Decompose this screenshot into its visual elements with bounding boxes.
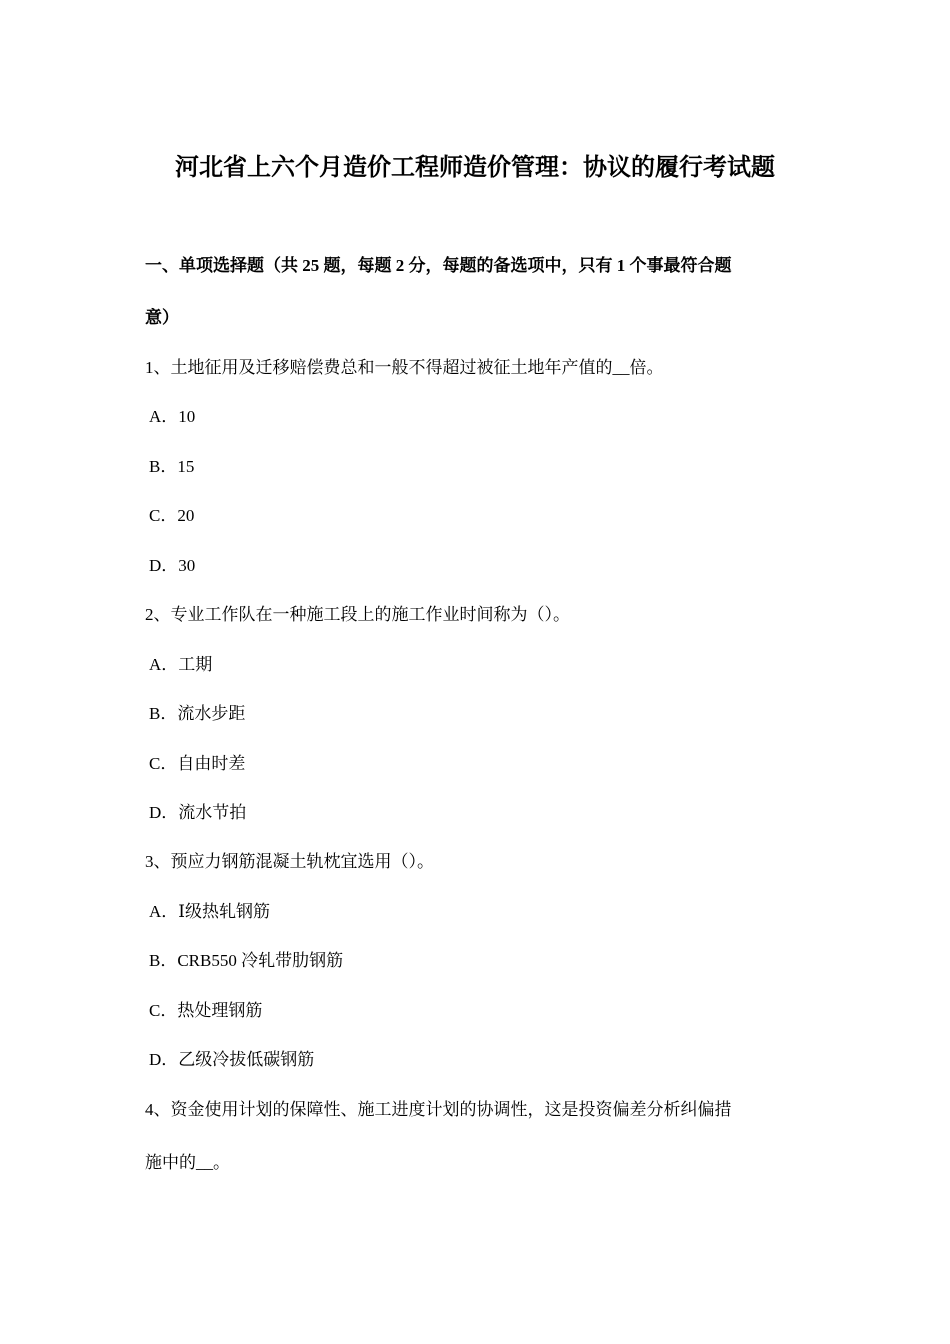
section-heading-line-2: 意）	[145, 308, 179, 327]
question-1-option-a: A．10	[149, 407, 196, 426]
question-1-option-d: D．30	[149, 556, 196, 575]
question-1-stem: 1、土地征用及迁移赔偿费总和一般不得超过被征土地年产值的__倍。	[145, 358, 664, 377]
section-heading-line-1: 一、单项选择题（共 25 题，每题 2 分，每题的备选项中，只有 1 个事最符合题	[145, 256, 732, 275]
question-4-stem-line-2: 施中的__。	[145, 1153, 230, 1172]
question-1-option-b: B．15	[149, 457, 195, 476]
question-4-stem-line-1: 4、资金使用计划的保障性、施工进度计划的协调性，这是投资偏差分析纠偏措	[145, 1100, 732, 1119]
question-2-option-c: C．自由时差	[149, 754, 246, 773]
question-1-option-c: C．20	[149, 506, 195, 525]
question-3-option-b: B．CRB550 冷轧带肋钢筋	[149, 951, 344, 970]
question-3-option-a: A．Ⅰ级热轧钢筋	[149, 902, 270, 921]
question-3-option-c: C．热处理钢筋	[149, 1001, 263, 1020]
question-3-stem: 3、预应力钢筋混凝土轨枕宜选用（）。	[145, 852, 434, 871]
question-2-option-d: D．流水节拍	[149, 803, 247, 822]
question-3-option-d: D．乙级冷拔低碳钢筋	[149, 1050, 315, 1069]
question-2-option-b: B．流水步距	[149, 704, 246, 723]
question-2-option-a: A．工期	[149, 655, 213, 674]
document-title: 河北省上六个月造价工程师造价管理：协议的履行考试题	[175, 155, 775, 181]
question-2-stem: 2、专业工作队在一种施工段上的施工作业时间称为（）。	[145, 605, 570, 624]
